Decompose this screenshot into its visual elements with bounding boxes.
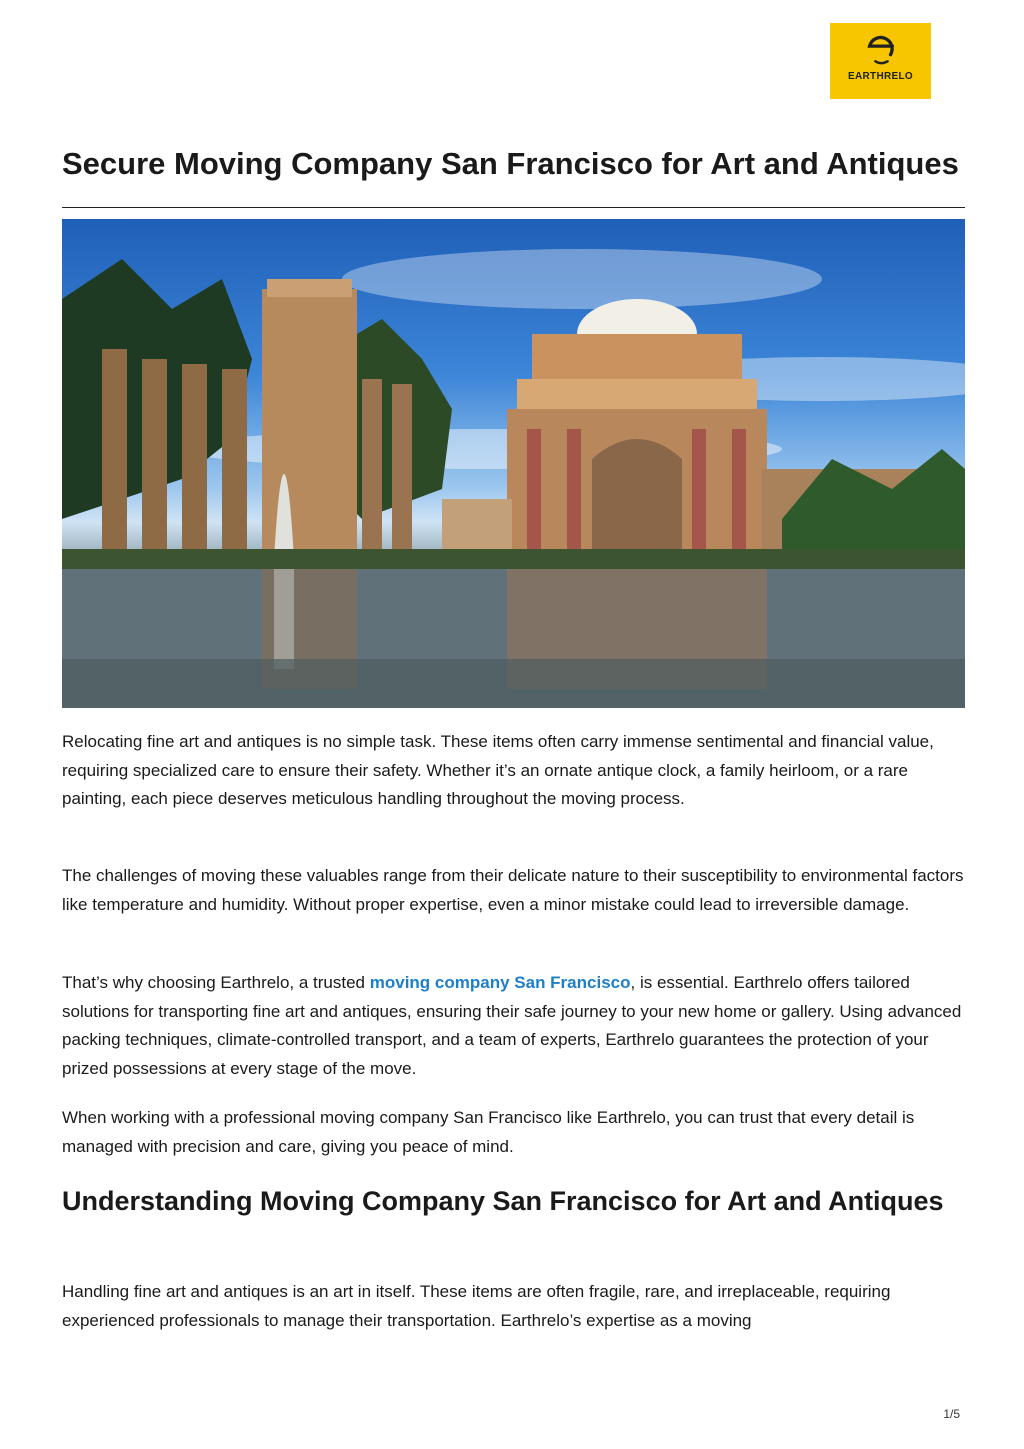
moving-company-link[interactable]: moving company San Francisco <box>369 973 631 992</box>
earthrelo-e-icon <box>862 29 900 67</box>
paragraph-3 <box>62 969 965 1083</box>
paragraph-5: Handling fine art and antiques is an art in itself. These items are often fragile, rare, and irreplaceable, requiring experienced professionals to manage their transportation. Earthrelo’s expertise as a moving <box>62 1282 891 1330</box>
page-title: Secure Moving Company San Francisco for Art and Antiques <box>62 146 959 181</box>
section-heading: Understanding Moving Company San Francisco for Art and Antiques <box>62 1186 944 1216</box>
paragraph-3-rest: , is essential. Earthrelo offers tailored solutions for transporting fine art and antiques, ensuring their safe journey to your new home or gallery. Using advanced packing techniques, climate-controlled transport, and a team of experts, Earthrelo guarantees the protection of your prized possessions at every stage of the move. <box>62 973 962 1078</box>
hero-illustration <box>62 219 965 708</box>
earthrelo-logo <box>830 23 931 99</box>
hero-image-palace-of-fine-arts <box>62 219 965 708</box>
title-divider <box>62 207 965 208</box>
paragraph-4: When working with a professional moving company San Francisco like Earthrelo, you can trust that every detail is managed with precision and care, giving you peace of mind. <box>62 1108 915 1156</box>
page-number: 1/5 <box>943 1407 960 1421</box>
paragraph-1: Relocating fine art and antiques is no simple task. These items often carry immense sentimental and financial value, requiring specialized care to ensure their safety. Whether it’s an ornate antique clock, a family heirloom, or a rare painting, each piece deserves meticulous handling throughout the moving process. <box>62 732 934 808</box>
paragraph-2: The challenges of moving these valuables range from their delicate nature to their susceptibility to environmental factors like temperature and humidity. Without proper expertise, even a minor mistake could lead to irreversible damage. <box>62 866 964 914</box>
logo-brand-text: EARTHRELO <box>848 71 913 82</box>
paragraph-3-lead: That’s why choosing Earthrelo, a trusted <box>62 973 370 992</box>
